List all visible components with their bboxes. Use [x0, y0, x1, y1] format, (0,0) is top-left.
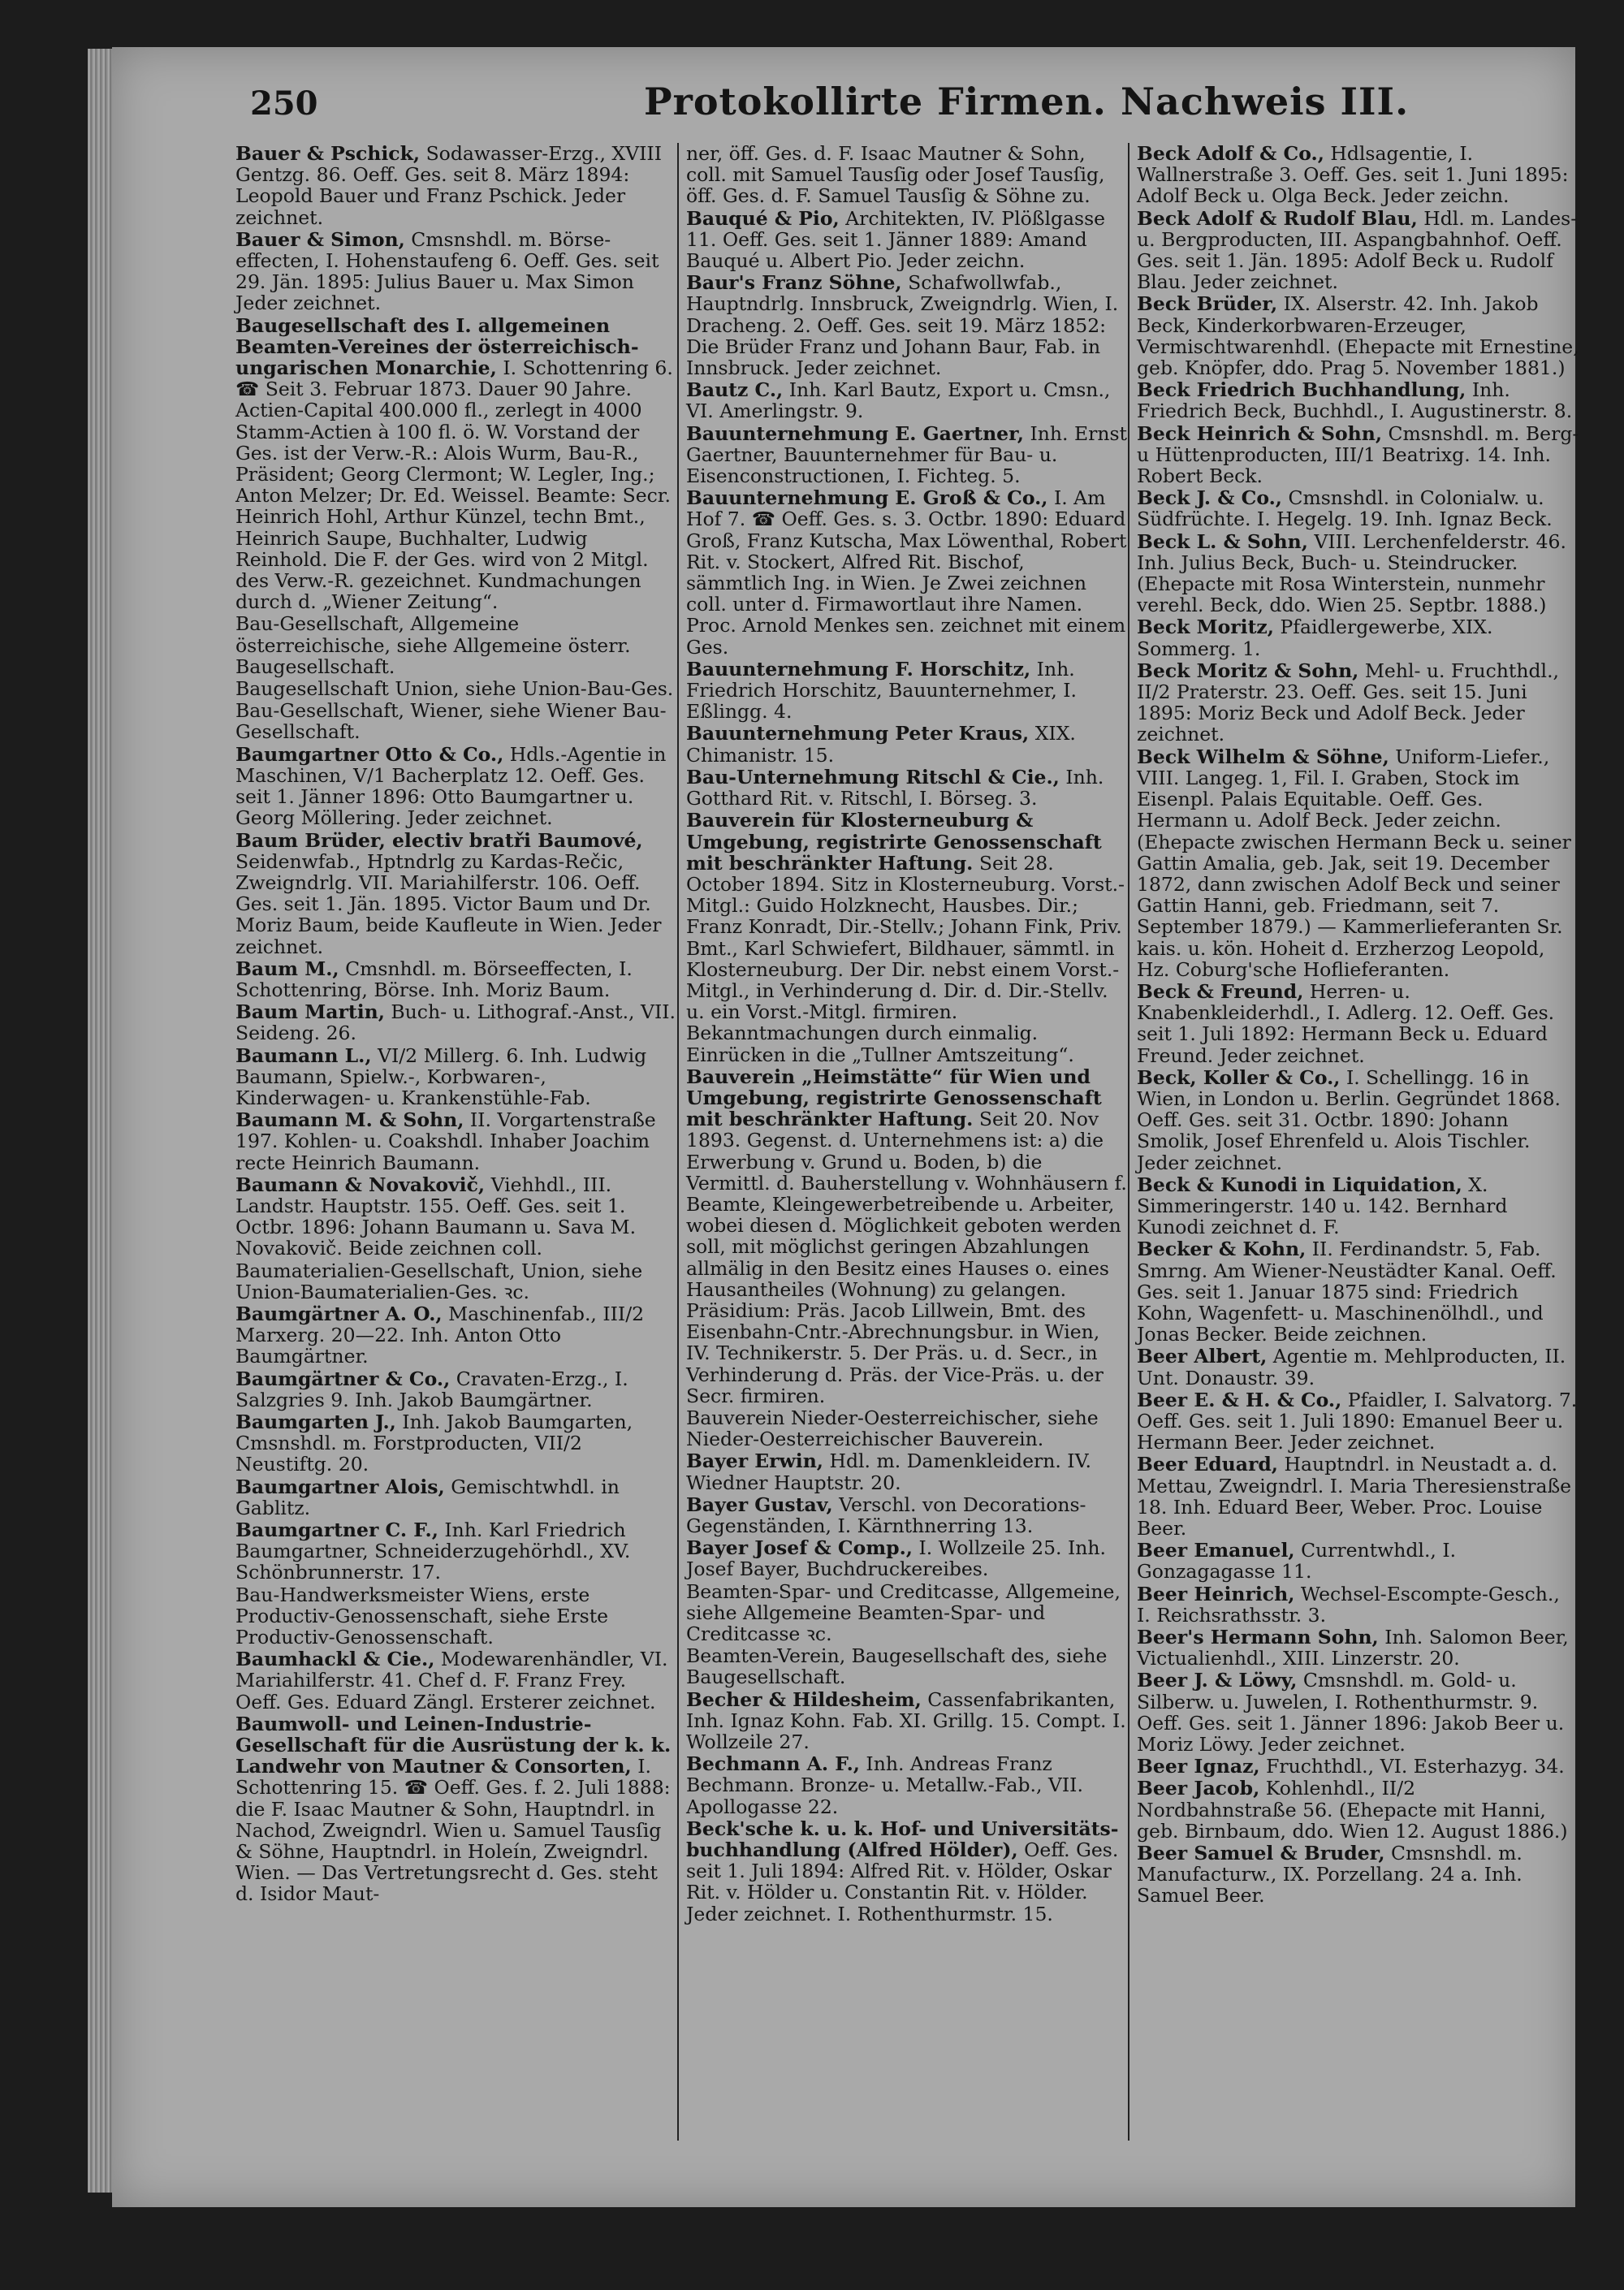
directory-entry [1137, 1238, 1579, 1345]
firm-name: Beck & Freund, [1137, 979, 1304, 1003]
entry-text: Inh. Karl Friedrich Baumgartner, Schneiderzugehörhdl., XV. Schönbrunnerstr. 17. [235, 1519, 631, 1584]
entry-text: I. Wollzeile 25. Inh. Josef Bayer, Buchdruckereibes. [686, 1536, 1106, 1581]
entry-text: Baugesellschaft Union, siehe Union-Bau-Ges. [235, 677, 674, 701]
firm-name: Bauer & Pschick, [235, 142, 421, 165]
entry-text: Uniform-Liefer., VIII. Langeg. 1, Fil. I. Graben, Stock im Eisenpl. Palais Equitable. Oeff. Ges. Hermann u. Adolf Beck. Jeder zeichn. (Ehepacte zwischen Hermann Beck u. seiner Gattin Amalia, geb. Jak, seit 19. December 1872, dann zwischen Adolf Beck und seiner Gattin Hanni, geb. Friedmann, seit 7. September 1879.) — Kammerlieferanten Sr. kais. u. kön. Hoheit d. Erzherzog Leopold, Hz. Coburg'sche Hoflieferanten. [1137, 745, 1571, 981]
entry-text: Inh. Karl Bautz, Export u. Cmsn., VI. Amerlingstr. 9. [686, 378, 1111, 423]
entry-text: Hdl. m. Landes- u. Bergproducten, III. Aspangbahnhof. Oeff. Ges. seit 1. Jän. 1895: Adolf Beck u. Rudolf Blau. Jeder zeichnet. [1137, 206, 1578, 294]
firm-name: Bauunternehmung Peter Kraus, [686, 722, 1030, 745]
firm-name: Beck Brüder, [1137, 292, 1278, 316]
directory-entry [235, 315, 678, 613]
entry-text: Inh. Jakob Baumgarten, Cmsnshdl. m. Forstproducten, VII/2 Neustiftg. 20. [235, 1410, 633, 1476]
firm-name: Beer Ignaz, [1137, 1755, 1260, 1778]
firm-name: Baumgarten J., [235, 1410, 396, 1433]
firm-name: Beck Moritz, [1137, 616, 1274, 639]
entry-text: Verschl. von Decorations-Gegenständen, I. Kärnthnerring 13. [686, 1493, 1086, 1537]
column-3 [1137, 143, 1579, 1908]
entry-text: Pfaidlergewerbe, XIX. Sommerg. 1. [1137, 616, 1493, 660]
directory-entry [235, 744, 678, 829]
entry-text: Seit 20. Nov 1893. Gegenst. d. Unternehmens ist: a) die Erwerbung v. Grund u. Boden, b) die Vermittl. d. Bauherstellung v. Wohnhäusern f. Beamte, Kleingewerbetreibende u. Arbeiter, wobei diesen d. Möglichkeit geboten werden soll, mit möglichst geringen Abzahlungen allmälig in den Besitz eines Hauses o. eines Hausantheiles (Wohnung) zu gelangen. Präsidium: Präs. Jacob Lillwein, Bmt. des Eisenbahn-Cntr.-Abrechnungsbur. in Wien, IV. Technikerstr. 5. Der Präs. u. d. Secr., in Verhinderung d. Präs. der Vice-Präs. u. der Secr. firmiren. [686, 1108, 1127, 1407]
entry-text: Pfaidler, I. Salvatorg. 7. Oeff. Ges. seit 1. Juli 1890: Emanuel Beer u. Hermann Beer. Jeder zeichnet. [1137, 1388, 1578, 1454]
entry-text: Architekten, IV. Plößlgasse 11. Oeff. Ges. seit 1. Jänner 1889: Amand Bauqué u. Albert Pio. Jeder zeichn. [686, 206, 1106, 273]
firm-name: Bau-Unternehmung Ritschl & Cie., [686, 765, 1060, 789]
directory-entry [235, 700, 678, 742]
running-title: Protokollirte Firmen. Nachweis III. [644, 80, 1410, 123]
entry-text: Gemischtwhdl. in Gablitz. [235, 1475, 620, 1519]
firm-name: Baumann & Novakovič, [235, 1173, 486, 1196]
directory-entry [686, 810, 1129, 1065]
firm-name: Beck Friedrich Buchhandlung, [1137, 378, 1466, 402]
column-divider [677, 143, 679, 2141]
entry-text: Hauptndrl. in Neustadt a. d. Mettau, Zweigndrl. I. Maria Theresienstraße 18. Inh. Eduard Beer, Weber. Proc. Louise Beer. [1137, 1453, 1572, 1540]
firm-name: Beer E. & H. & Co., [1137, 1388, 1342, 1411]
directory-entry [1137, 1670, 1579, 1755]
firm-name: Baugesellschaft des I. allgemeinen Beamten-Vereines der österreichisch-ungarischen Monarchie, [235, 313, 639, 380]
entry-text: Cmsnshdl. in Colonialw. u. Südfrüchte. I. Hegelg. 19. Inh. Ignaz Beck. [1137, 486, 1553, 531]
entry-text: Cmsnshdl. m. Börse-effecten, I. Hohenstaufeng 6. Oeff. Ges. seit 29. Jän. 1895: Julius Bauer u. Max Simon Jeder zeichnet. [235, 227, 659, 315]
directory-entry [686, 1689, 1129, 1753]
directory-entry [235, 830, 678, 957]
entry-text: Hdls.-Agentie in Maschinen, V/1 Bacherplatz 12. Oeff. Ges. seit 1. Jänner 1896: Otto Baumgartner u. Georg Möllering. Jeder zeichnet. [235, 742, 667, 830]
firm-name: Beer Samuel & Bruder, [1137, 1842, 1385, 1865]
directory-entry [1137, 1843, 1579, 1907]
page-edge-stack [88, 49, 112, 2193]
firm-name: Baumgärtner A. O., [235, 1302, 443, 1325]
directory-entry [1137, 531, 1579, 616]
directory-entry [686, 379, 1129, 421]
firm-name: Bauunternehmung E. Gaertner, [686, 421, 1024, 445]
firm-name: Beck Adolf & Rudolf Blau, [1137, 206, 1418, 230]
entry-text: Oeff. Ges. seit 1. Juli 1894: Alfred Rit. v. Hölder, Oskar Rit. v. Hölder u. Constantin Rit. v. Hölder. Jeder zeichnet. I. Rothenthurmstr. 15. [686, 1838, 1119, 1925]
firm-name: Bauunternehmung E. Groß & Co., [686, 486, 1048, 510]
directory-entry [686, 1407, 1129, 1450]
firm-name: Baumann M. & Sohn, [235, 1108, 464, 1132]
entry-text: Fruchthdl., VI. Esterhazyg. 34. [1266, 1755, 1565, 1778]
entry-text: Inh. Gotthard Rit. v. Ritschl, I. Börseg. 3. [686, 765, 1104, 810]
directory-entry [1137, 1389, 1579, 1454]
entry-text: Seidenwfab., Hptndrlg zu Kardas-Rečic, Zweigndrlg. VII. Mariahilferstr. 106. Oeff. Ges. seit 1. Jän. 1895. Victor Baum und Dr. Moriz Baum, beide Kaufleute in Wien. Jeder zeichnet. [235, 849, 662, 958]
entry-text: Beamten-Spar- und Creditcasse, Allgemeine, siehe Allgemeine Beamten-Spar- und Creditcasse ꝛc. [686, 1579, 1121, 1646]
firm-name: Beck L. & Sohn, [1137, 529, 1308, 553]
entry-text: II. Vorgartenstraße 197. Kohlen- u. Coakshdl. Inhaber Joachim recte Heinrich Baumann. [235, 1108, 656, 1174]
entry-text: I. Schottenring 6. ☎ Seit 3. Februar 1873. Dauer 90 Jahre. Actien-Capital 400.000 fl., zerlegt in 4000 Stamm-Actien à 100 fl. ö. W. Vorstand der Ges. ist der Verw.-R.: Alois Wurm, Bau-R., Präsident; Georg Clermont; W. Legler, Ing.; Anton Melzer; Dr. Ed. Weissel. Beamte: Secr. Heinrich Hohl, Arthur Künzel, techn Bmt., Heinrich Saupe, Buchhalter, Ludwig Reinhold. Die F. der Ges. wird von 2 Mitgl. des Verw.-R. gezeichnet. Kundmachungen durch d. „Wiener Zeitung“. [235, 356, 673, 614]
entry-text: VI/2 Millerg. 6. Inh. Ludwig Baumann, Spielw.-, Korbwaren-, Kinderwagen- u. Krankenstühle-Fab. [235, 1043, 647, 1109]
firm-name: Beer Emanuel, [1137, 1539, 1295, 1562]
firm-name: Beer Jacob, [1137, 1777, 1260, 1800]
firm-name: Beck, Koller & Co., [1137, 1065, 1341, 1089]
entry-text: Viehhdl., III. Landstr. Hauptstr. 155. Oeff. Ges. seit 1. Octbr. 1896: Johann Baumann u. Sava M. Novakovič. Beide zeichnen coll. [235, 1173, 637, 1260]
firm-name: Bauverein „Heimstätte“ für Wien und Umgebung, registrirte Genossenschaft mit beschränkter Haftung. [686, 1065, 1102, 1131]
firm-name: Bayer Erwin, [686, 1450, 823, 1473]
firm-name: Baumgärtner & Co., [235, 1367, 451, 1390]
directory-entry [686, 1818, 1129, 1925]
firm-name: Bautz C., [686, 378, 784, 402]
entry-text: Bau-Handwerksmeister Wiens, erste Productiv-Genossenschaft, siehe Erste Productiv-Genossenschaft. [235, 1583, 609, 1649]
directory-entry [235, 958, 678, 1000]
entry-text: Inh. Andreas Franz Bechmann. Bronze- u. Metallw.-Fab., VII. Apollogasse 22. [686, 1752, 1083, 1818]
entry-text: Inh. Ernst Gaertner, Bauunternehmer für Bau- u. Eisenconstructionen, I. Fichteg. 5. [686, 421, 1127, 488]
column-1 [235, 143, 678, 1906]
directory-entry [235, 1476, 678, 1519]
directory-entry [686, 1066, 1129, 1406]
entry-text: Inh. Salomon Beer, Victualienhdl., XIII. Linzerstr. 20. [1137, 1626, 1569, 1670]
entry-text: Baumaterialien-Gesellschaft, Union, siehe Union-Baumaterialien-Ges. ꝛc. [235, 1259, 643, 1303]
firm-name: Bayer Gustav, [686, 1493, 833, 1516]
entry-text: Bau-Gesellschaft, Wiener, siehe Wiener Bau-Gesellschaft. [235, 699, 667, 744]
firm-name: Beer's Hermann Sohn, [1137, 1626, 1379, 1649]
firm-name: Beck Adolf & Co., [1137, 142, 1324, 165]
firm-name: Baumgartner C. F., [235, 1519, 438, 1541]
firm-name: Baur's Franz Söhne, [686, 271, 902, 295]
directory-entry [1137, 293, 1579, 378]
directory-entry [1137, 143, 1579, 207]
directory-entry [235, 229, 678, 314]
directory-entry [235, 1109, 678, 1173]
directory-entry [1137, 1778, 1579, 1842]
firm-name: Beck Heinrich & Sohn, [1137, 421, 1383, 445]
firm-name: Beer J. & Löwy, [1137, 1669, 1298, 1692]
entry-text: Herren- u. Knabenkleiderhdl., I. Adlerg. 12. Oeff. Ges. seit 1. Juli 1892: Hermann Beck u. Eduard Freund. Jeder zeichnet. [1137, 979, 1555, 1067]
directory-entry [686, 1581, 1129, 1645]
entry-text: Cravaten-Erzg., I. Salzgries 9. Inh. Jakob Baumgärtner. [235, 1367, 628, 1411]
entry-text: Buch- u. Lithograf.-Anst., VII. Seideng. 26. [235, 1000, 676, 1045]
directory-entry [686, 423, 1129, 487]
entry-text: Hdlsagentie, I. Wallnerstraße 3. Oeff. Ges. seit 1. Juni 1895: Adolf Beck u. Olga Beck. Jeder zeichn. [1137, 142, 1569, 208]
entry-text: Wechsel-Escompte-Gesch., I. Reichsrathsstr. 3. [1137, 1582, 1560, 1627]
firm-name: Baumgartner Otto & Co., [235, 742, 504, 766]
firm-name: Beer Albert, [1137, 1345, 1268, 1368]
firm-name: Bauer & Simon, [235, 227, 405, 251]
firm-name: Becker & Kohn, [1137, 1238, 1307, 1261]
firm-name: Baumann L., [235, 1043, 372, 1067]
firm-name: Baumgartner Alois, [235, 1475, 445, 1498]
directory-entry [1137, 1756, 1579, 1777]
page-number: 250 [250, 84, 318, 123]
entry-text: Cmsnshdl. m. Manufacturw., IX. Porzellang. 24 a. Inh. Samuel Beer. [1137, 1842, 1522, 1908]
directory-entry [235, 1584, 678, 1648]
entry-text: Beamten-Verein, Baugesellschaft des, siehe Baugesellschaft. [686, 1644, 1108, 1689]
firm-name: Baumhackl & Cie., [235, 1648, 435, 1671]
directory-entry [1137, 379, 1579, 421]
directory-entry [686, 487, 1129, 658]
entry-text: Currentwhdl., I. Gonzagagasse 11. [1137, 1539, 1457, 1584]
firm-name: Baum Martin, [235, 1000, 385, 1024]
column-2 [686, 143, 1129, 1925]
directory-entry [686, 767, 1129, 809]
firm-name: Bauqué & Pio, [686, 206, 840, 230]
entry-text: Hdl. m. Damenkleidern. IV. Wiedner Hauptstr. 20. [686, 1450, 1091, 1494]
entry-text: ner, öff. Ges. d. F. Isaac Mautner & Sohn, coll. mit Samuel Tausſig oder Josef Tausſig, öff. Ges. d. F. Samuel Tausſig & Söhne zu. [686, 142, 1105, 208]
firm-name: Beer Heinrich, [1137, 1582, 1295, 1605]
directory-entry [235, 678, 678, 699]
directory-entry [235, 1001, 678, 1043]
directory-entry [235, 1713, 678, 1905]
directory-entry [235, 1648, 678, 1713]
firm-name: Bechmann A. F., [686, 1752, 860, 1776]
firm-name: Baum Brüder, electiv bratři Baumové, [235, 828, 643, 852]
firm-name: Beer Eduard, [1137, 1453, 1278, 1476]
column-divider [1128, 143, 1129, 2141]
entry-text: Cmsnhdl. m. Börseeffecten, I. Schottenring, Börse. Inh. Moriz Baum. [235, 957, 633, 1001]
directory-entry [686, 1753, 1129, 1817]
directory-entry [235, 143, 678, 228]
entry-text: Agentie m. Mehlproducten, II. Unt. Donaustr. 39. [1137, 1345, 1566, 1389]
directory-entry [235, 1368, 678, 1411]
entry-text: I. Am Hof 7. ☎ Oeff. Ges. s. 3. Octbr. 1890: Eduard Groß, Franz Kutscha, Max Löwenthal, Robert Rit. v. Stockert, Alfred Rit. Bischof, sämmtlich Ing. in Wien. Je Zwei zeichnen coll. unter d. Firmawortlaut ihre Namen. Proc. Arnold Menkes sen. zeichnet mit einem Ges. [686, 486, 1127, 659]
directory-entry [235, 1260, 678, 1303]
directory-entry [686, 723, 1129, 765]
entry-text: VIII. Lerchenfelderstr. 46. Inh. Julius Beck, Buch- u. Steindrucker. (Ehepacte mit Rosa Winterstein, nunmehr verehl. Beck, ddo. Wien 25. Septbr. 1888.) [1137, 529, 1566, 617]
entry-text: Inh. Friedrich Beck, Buchhdl., I. Augustinerstr. 8. [1137, 378, 1573, 423]
page-header [112, 47, 1575, 136]
directory-entry [235, 1519, 678, 1584]
directory-entry [686, 208, 1129, 272]
entry-text: Cmsnshdl. m. Gold- u. Silberw. u. Juwelen, I. Rothenthurmstr. 9. Oeff. Ges. seit 1. Jänner 1896: Jakob Beer u. Moriz Löwy. Jeder zeichnet. [1137, 1669, 1565, 1756]
directory-entry [1137, 1067, 1579, 1173]
entry-text: Sodawasser-Erzg., XVIII Gentzg. 86. Oeff. Ges. seit 8. März 1894: Leopold Bauer und Franz Pschick. Jeder zeichnet. [235, 142, 662, 229]
directory-entry [235, 613, 678, 677]
directory-entry [1137, 1174, 1579, 1238]
entry-text: XIX. Chimanistr. 15. [686, 722, 1076, 767]
entry-text: I. Schellingg. 16 in Wien, in London u. Berlin. Gegründet 1868. Oeff. Ges. seit 31. Octbr. 1890: Johann Smolik, Josef Ehrenfeld u. Alois Tischler. Jeder zeichnet. [1137, 1065, 1561, 1174]
entry-text: Seit 28. October 1894. Sitz in Klosterneuburg. Vorst.-Mitgl.: Guido Holzknecht, Hausbes. Dir.; Franz Konradt, Dir.-Stellv.; Johann Fink, Priv. Bmt., Karl Schwiefert, Bildhauer, sämmtl. in Klosterneuburg. Der Dir. nebst einem Vorst.-Mitgl., in Verhinderung d. Dir. d. Dir.-Stellv. u. ein Vorst.-Mitgl. firmiren. Bekanntmachungen durch einmalig. Einrücken in die „Tullner Amtszeitung“. [686, 851, 1125, 1066]
firm-name: Beck Wilhelm & Söhne, [1137, 745, 1389, 768]
entry-text: Modewarenhändler, VI. Mariahilferstr. 41. Chef d. F. Franz Frey. Oeff. Ges. Eduard Zängl. Ersterer zeichnet. [235, 1648, 668, 1713]
entry-text: X. Simmeringerstr. 140 u. 142. Bernhard Kunodi zeichnet d. F. [1137, 1173, 1508, 1239]
directory-entry [1137, 1584, 1579, 1626]
entry-text: Bauverein Nieder-Oesterreichischer, siehe Nieder-Oesterreichischer Bauverein. [686, 1406, 1099, 1451]
directory-entry [235, 1174, 678, 1260]
entry-text: II. Ferdinandstr. 5, Fab. Smrng. Am Wiener-Neustädter Kanal. Oeff. Ges. seit 1. Januar 1875 sind: Friedrich Kohn, Wagenfett- u. Maschinenölhdl., und Jonas Becker. Beide zeichnen. [1137, 1238, 1557, 1346]
entry-text: Bau-Gesellschaft, Allgemeine österreichische, siehe Allgemeine österr. Baugesellschaft. [235, 612, 631, 678]
firm-name: Bayer Josef & Comp., [686, 1536, 913, 1560]
directory-entry [686, 1537, 1129, 1579]
firm-name: Bauverein für Klosterneuburg & Umgebung, registrirte Genossenschaft mit beschränkter Haftung. [686, 809, 1102, 875]
book-page [112, 47, 1579, 2207]
entry-text: Kohlenhdl., II/2 Nordbahnstraße 56. (Ehepacte mit Hanni, geb. Birnbaum, ddo. Wien 12. August 1886.) [1137, 1777, 1568, 1843]
directory-entry [235, 1411, 678, 1476]
directory-entry [1137, 1346, 1579, 1388]
firm-name: Becher & Hildesheim, [686, 1687, 922, 1711]
firm-name: Beck & Kunodi in Liquidation, [1137, 1173, 1462, 1196]
directory-entry [686, 143, 1129, 207]
entry-text: Mehl- u. Fruchthdl., II/2 Praterstr. 23. Oeff. Ges. seit 15. Juni 1895: Moriz Beck und Adolf Beck. Jeder zeichnet. [1137, 659, 1560, 746]
directory-entry [1137, 1540, 1579, 1582]
entry-text: Schafwollwfab., Hauptndrlg. Innsbruck, Zweigndrlg. Wien, I. Dracheng. 2. Oeff. Ges. seit 19. März 1852: Die Brüder Franz und Johann Baur, Fab. in Innsbruck. Jeder zeichnet. [686, 271, 1119, 380]
directory-entry [686, 1494, 1129, 1536]
directory-entry [1137, 660, 1579, 745]
entry-text: Cassenfabrikanten, Inh. Ignaz Kohn. Fab. XI. Grillg. 15. Compt. I. Wollzeile 27. [686, 1687, 1126, 1754]
firm-name: Beck'sche k. u. k. Hof- und Universitäts-buchhandlung (Alfred Hölder), [686, 1817, 1119, 1862]
entry-text: Cmsnshdl. m. Berg- u Hüttenproducten, III/1 Beatrixg. 14. Inh. Robert Beck. [1137, 421, 1579, 488]
directory-entry [686, 659, 1129, 723]
directory-entry [686, 1645, 1129, 1687]
directory-entry [686, 272, 1129, 378]
entry-text: IX. Alserstr. 42. Inh. Jakob Beck, Kinderkorbwaren-Erzeuger, Vermischtwarenhdl. (Ehepacte mit Ernestine, geb. Knöpfer, ddo. Prag 5. November 1881.) [1137, 292, 1579, 380]
directory-entry [1137, 1627, 1579, 1669]
directory-entry [1137, 487, 1579, 529]
directory-entry [686, 1450, 1129, 1493]
directory-entry [1137, 981, 1579, 1066]
firm-name: Beck Moritz & Sohn, [1137, 659, 1359, 682]
directory-entry [235, 1303, 678, 1368]
entry-text: Maschinenfab., III/2 Marxerg. 20—22. Inh. Anton Otto Baumgärtner. [235, 1302, 645, 1368]
directory-entry [1137, 746, 1579, 980]
directory-entry [1137, 423, 1579, 487]
firm-name: Baum M., [235, 957, 339, 980]
directory-entry [235, 1045, 678, 1109]
firm-name: Beck J. & Co., [1137, 486, 1282, 510]
directory-entry [1137, 1454, 1579, 1539]
entry-text: Inh. Friedrich Horschitz, Bauunternehmer, I. Eßlingg. 4. [686, 657, 1078, 724]
firm-name: Baumwoll- und Leinen-Industrie-Gesellschaft für die Ausrüstung der k. k. Landwehr von Mautner & Consorten, [235, 1712, 672, 1778]
entry-text: I. Schottenring 15. ☎ Oeff. Ges. f. 2. Juli 1888: die F. Isaac Mautner & Sohn, Hauptndrl. in Nachod, Zweigndrl. Wien u. Samuel Tausſig & Söhne, Hauptndrl. in Holeín, Zweigndrl. Wien. — Das Vertretungsrecht d. Ges. steht d. Isidor Maut- [235, 1755, 671, 1906]
directory-entry [1137, 616, 1579, 659]
firm-name: Bauunternehmung F. Horschitz, [686, 657, 1031, 681]
directory-entry [1137, 208, 1579, 293]
